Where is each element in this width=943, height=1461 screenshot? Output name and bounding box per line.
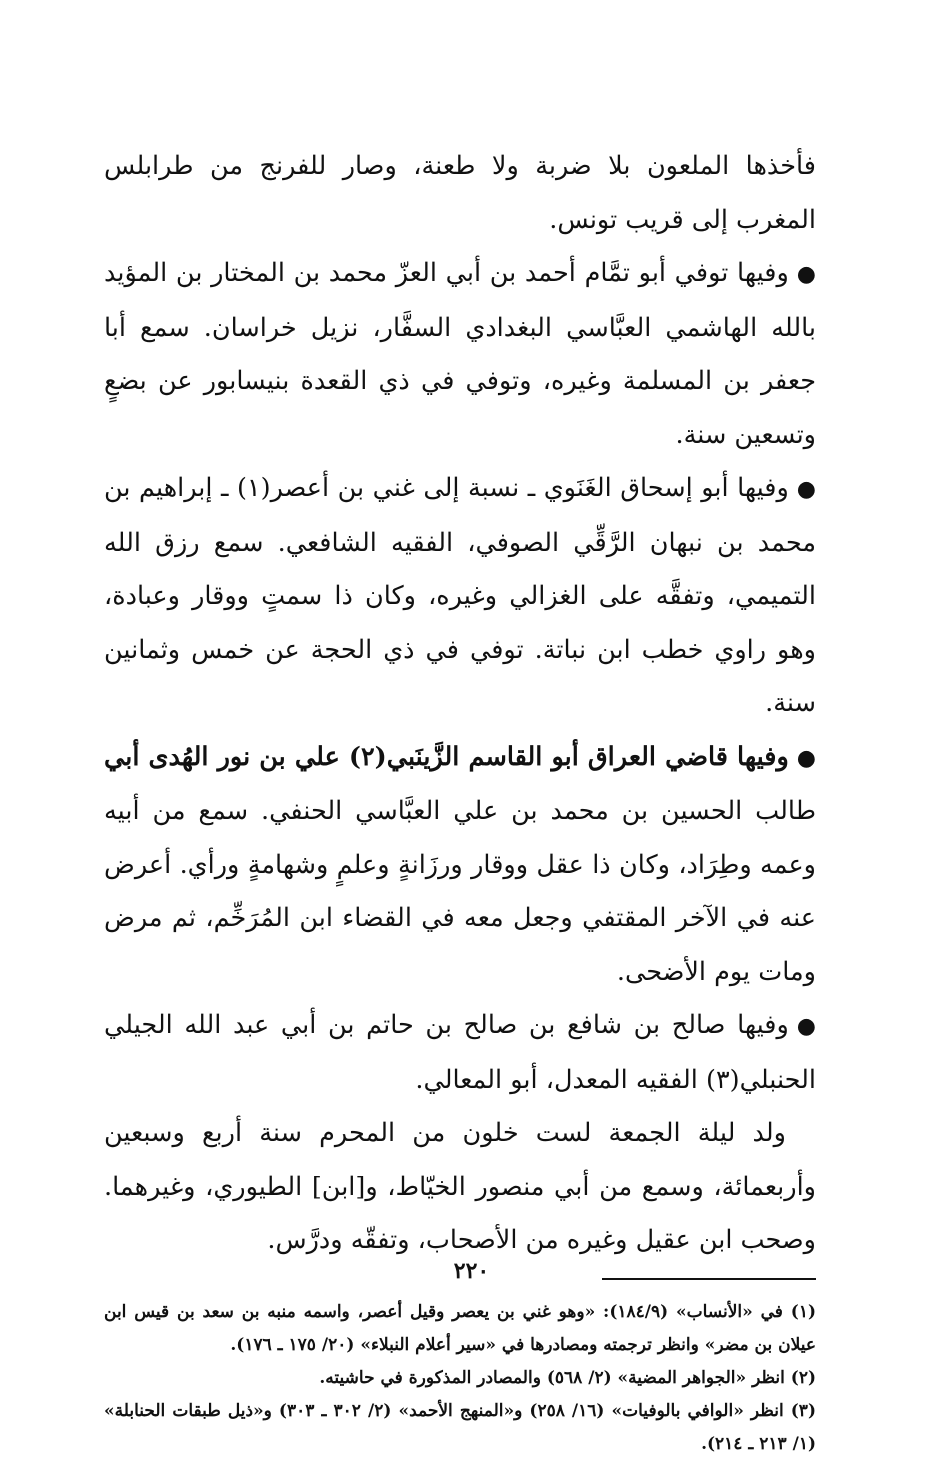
paragraph-2 [104,247,816,462]
bullet-icon: ● [796,477,816,502]
footnote-3: (٣) انظر «الوافي بالوفيات» (١٦/ ٢٥٨) و«المنهج الأحمد» (٢/ ٣٠٢ ـ ٣٠٣) و«ذيل طبقات الحنابلة» (١/ ٢١٣ ـ ٢١٤). [104,1400,816,1454]
page-number: ٢٢٠ [453,1258,490,1284]
paragraph-4 [104,731,816,1000]
footnote-2: (٢) انظر «الجواهر المضية» (٢/ ٥٦٨) والمصادر المذكورة في حاشيته. [319,1367,816,1388]
bullet-icon: ● [796,1014,816,1039]
paragraph-6 [104,1107,816,1268]
paragraph-4-lead: وفيها قاضي العراق أبو القاسم الزَّينَبي(٢) علي بن نور الهُدى أبي [104,741,789,772]
paragraph-5 [104,999,816,1107]
paragraph-1-text: فأخذها الملعون بلا ضربة ولا طعنة، وصار للفرنج من طرابلس المغرب إلى قريب تونس. [104,151,816,235]
bullet-icon: ● [796,262,816,287]
footnote-1: (١) في «الأنساب» (١٨٤/٩): «وهو غني بن يعصر وقيل أعصر، واسمه منبه بن سعد بن قيس ابن عيلان بن مضر» وانظر ترجمته ومصادرها في «سير أعلام النبلاء» (٢٠/ ١٧٥ ـ ١٧٦). [104,1301,816,1355]
paragraph-1 [104,140,816,247]
paragraph-6-text: ولد ليلة الجمعة لست خلون من المحرم سنة أربع وسبعين وأربعمائة، وسمع من أبي منصور الخيّاط، و[ابن] الطيوري، وغيرهما. وصحب ابن عقيل وغيره من الأصحاب، وتفقّه ودرَّس. [104,1118,816,1255]
paragraph-4-text: طالب الحسين بن محمد بن علي العبَّاسي الحنفي. سمع من أبيه وعمه وطِرَاد، وكان ذا عقل ووقار ورزَانةٍ وعلمٍ وشهامةٍ ورأي. أعرض عنه في الآخر المقتفي وجعل معه في القضاء ابن المُرَخِّم، ثم مرض ومات يوم الأضحى. [104,796,816,987]
bullet-icon: ● [796,745,816,771]
paragraph-3-text: وفيها أبو إسحاق الغَنَوي ـ نسبة إلى غني بن أعصر(١) ـ إبراهيم بن محمد بن نبهان الرَّقِّي الصوفي، الفقيه الشافعي. سمع رزق الله التميمي، وتفقَّه على الغزالي وغيره، وكان ذا سمتٍ ووقار وعبادة، وهو راوي خطب ابن نباتة. توفي في ذي الحجة عن خمس وثمانين سنة. [104,473,816,718]
paragraph-3 [104,462,816,731]
paragraph-5-text: وفيها صالح بن شافع بن صالح بن حاتم بن أبي عبد الله الجيلي الحنبلي(٣) الفقيه المعدل، أبو المعالي. [104,1010,816,1095]
paragraph-2-text: وفيها توفي أبو تمَّام أحمد بن أبي العزّ محمد بن المختار بن المؤيد بالله الهاشمي العبَّاسي البغدادي السفَّار، نزيل خراسان. سمع أبا جعفر بن المسلمة وغيره، وتوفي في ذي القعدة بنيسابور عن بضعٍ وتسعين سنة. [104,258,816,450]
